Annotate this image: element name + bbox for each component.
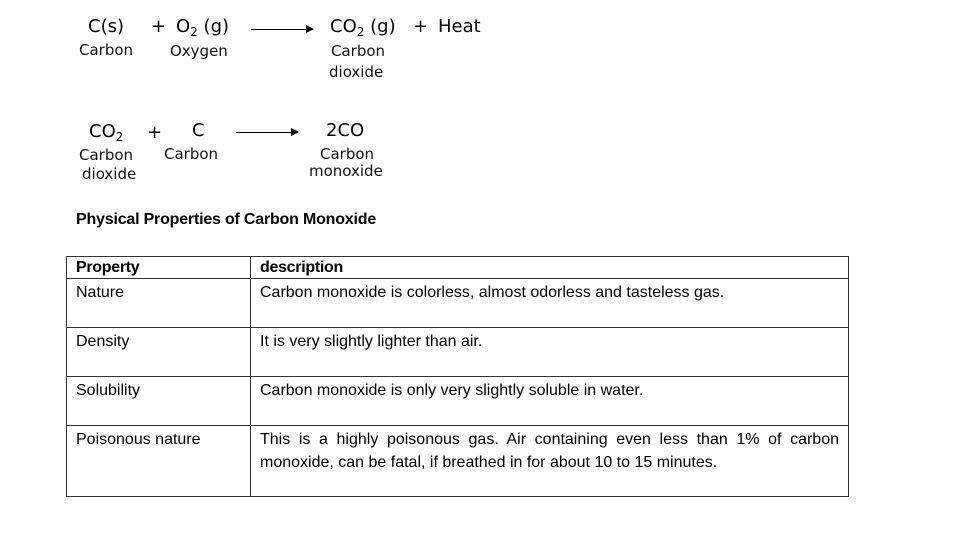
eq1-plus-heat: + <box>413 16 429 37</box>
eq1-label-oxygen: Oxygen <box>170 42 228 60</box>
description-cell: It is very slightly lighter than air. <box>251 328 849 377</box>
eq2-co2-subscript: 2 <box>115 130 124 144</box>
eq2-co2-base: CO <box>89 121 116 142</box>
eq1-co2-base: CO <box>330 16 357 37</box>
eq2-label-co2-line1: Carbon <box>79 146 134 164</box>
table-row <box>67 328 849 377</box>
eq1-label-product-line2: dioxide <box>329 63 384 81</box>
eq2-reaction-arrow <box>236 132 298 133</box>
properties-table <box>66 256 849 497</box>
eq1-reactant-carbon: C(s) <box>88 16 124 37</box>
table-header-row <box>67 257 849 279</box>
eq1-label-product-line1: Carbon <box>331 42 386 60</box>
eq1-reactant-oxygen <box>176 17 229 38</box>
eq1-plus: + <box>151 16 167 37</box>
eq1-heat: Heat <box>438 16 481 37</box>
eq1-oxygen-base: O <box>176 16 191 37</box>
column-header-description: description <box>251 257 849 279</box>
property-cell: Nature <box>67 279 251 328</box>
eq1-product-co2 <box>330 17 396 38</box>
table-row <box>67 377 849 426</box>
eq2-label-product-line2: monoxide <box>309 162 383 180</box>
eq2-reactant-co2 <box>89 122 123 143</box>
eq1-reaction-arrow <box>251 29 313 30</box>
section-heading: Physical Properties of Carbon Monoxide <box>76 211 377 228</box>
eq2-reactant-carbon: C <box>192 120 205 141</box>
eq1-co2-state: (g) <box>370 16 396 37</box>
property-cell: Solubility <box>67 377 251 426</box>
table-row <box>67 426 849 497</box>
column-header-property: Property <box>67 257 251 279</box>
eq1-oxygen-state: (g) <box>203 16 230 37</box>
eq1-co2-subscript: 2 <box>356 25 365 39</box>
eq2-product-2co: 2CO <box>326 120 365 141</box>
eq2-label-carbon: Carbon <box>164 145 219 163</box>
table-row <box>67 279 849 328</box>
property-cell: Density <box>67 328 251 377</box>
description-cell: This is a highly poisonous gas. Air containing even less than 1% of carbon monoxide, can be fatal, if breathed in for about 10 to 15 minutes. <box>251 426 849 497</box>
property-cell: Poisonous nature <box>67 426 251 497</box>
eq2-plus: + <box>147 122 163 143</box>
eq1-label-carbon: Carbon <box>79 41 134 59</box>
eq1-oxygen-subscript: 2 <box>190 25 198 39</box>
eq2-label-product-line1: Carbon <box>320 145 375 163</box>
description-cell: Carbon monoxide is only very slightly soluble in water. <box>251 377 849 426</box>
description-cell: Carbon monoxide is colorless, almost odorless and tasteless gas. <box>251 279 849 328</box>
eq2-label-co2-line2: dioxide <box>82 165 137 183</box>
